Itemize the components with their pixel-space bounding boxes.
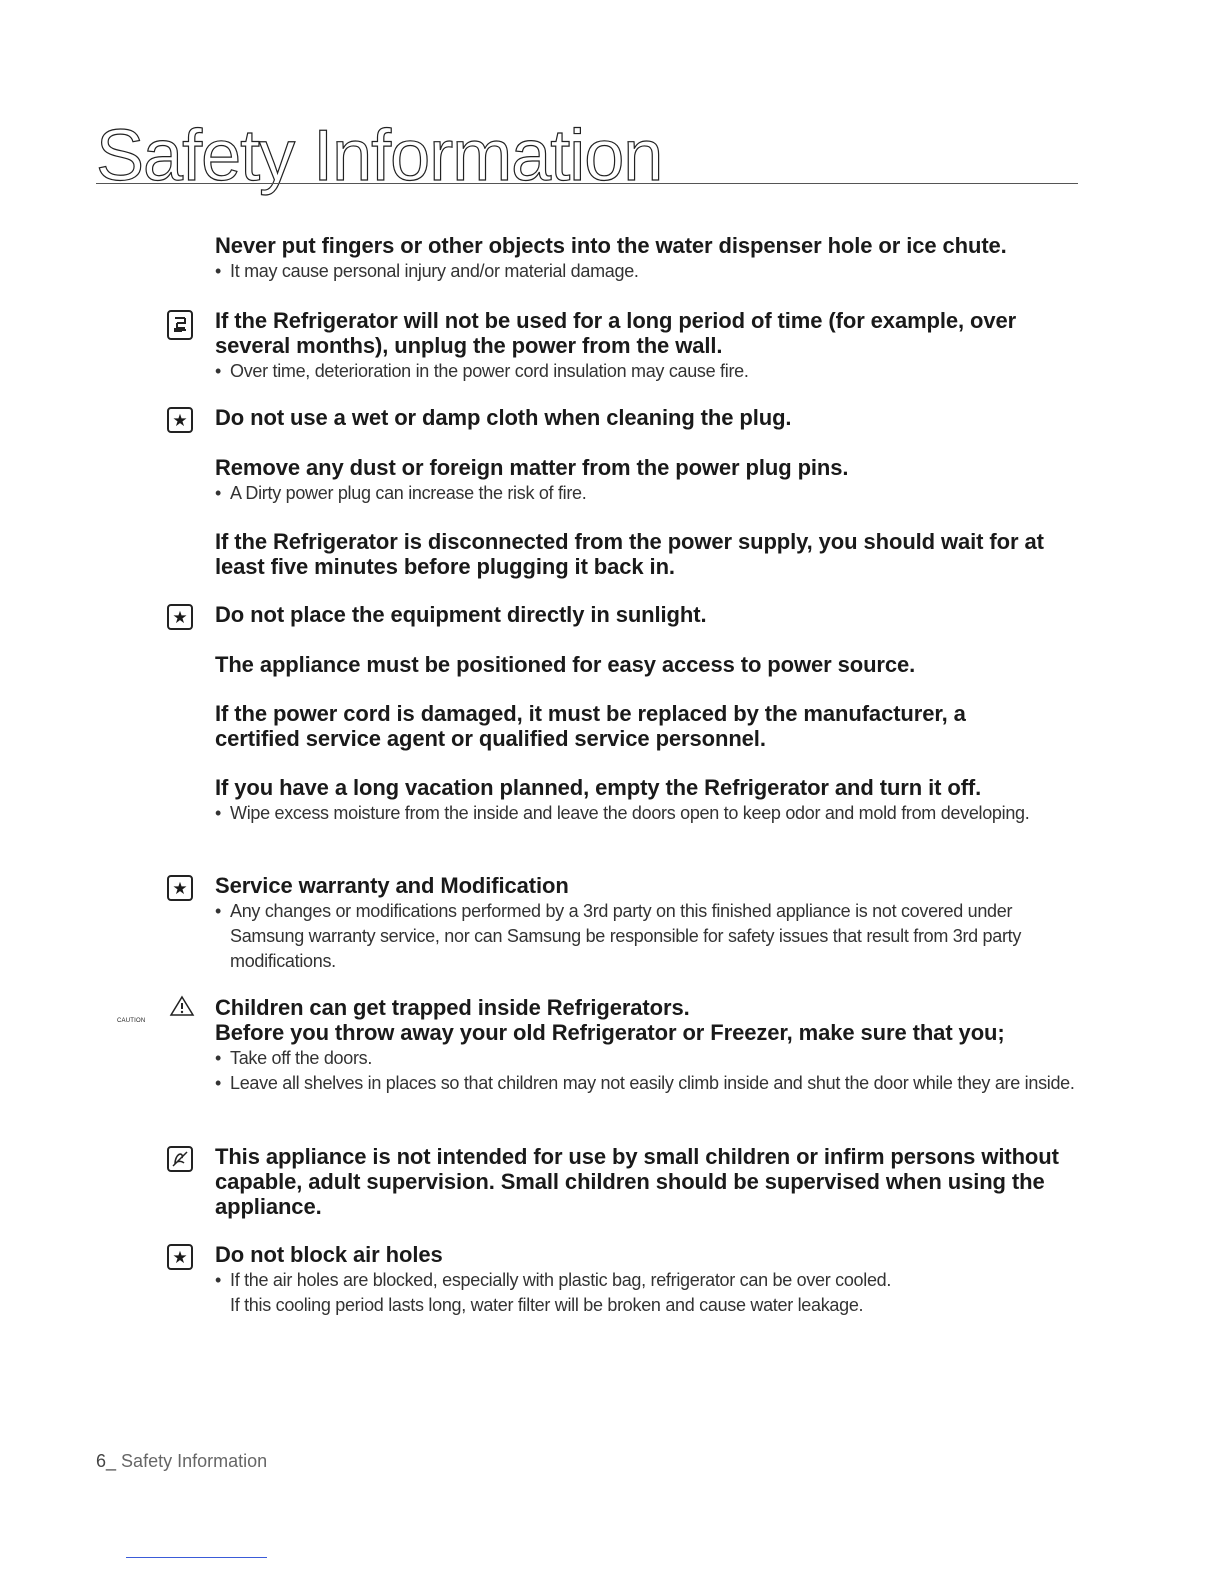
star-box-icon: ★ [167, 1244, 193, 1270]
safety-item [172, 873, 1115, 974]
item-heading: The appliance must be positioned for easy access to power source. [215, 652, 916, 677]
safety-item [215, 1144, 1115, 1219]
item-heading: Do not use a wet or damp cloth when cleaning the plug. [215, 405, 792, 430]
safety-item [215, 308, 1115, 384]
bullet-list [215, 1046, 1115, 1096]
safety-item [215, 775, 1115, 826]
safety-item [172, 405, 1115, 430]
bullet-text: • Take off the doors. [215, 1046, 1115, 1071]
item-heading: If the Refrigerator will not be used for a long period of time (for example, over several months), unplug the power from the wall. [215, 308, 1017, 358]
item-heading: Do not block air holes [215, 1242, 443, 1267]
page-footer [96, 1451, 267, 1472]
bullet-text: • Over time, deterioration in the power cord insulation may cause fire. [215, 359, 1115, 384]
star-box-icon: ★ [167, 407, 193, 433]
bullet-text: • Leave all shelves in places so that children may not easily climb inside and shut the door while they are inside. [215, 1071, 1115, 1096]
safety-item [172, 602, 1115, 627]
item-heading: If you have a long vacation planned, empty the Refrigerator and turn it off. [215, 775, 982, 800]
title-divider [96, 183, 1078, 184]
item-heading: Never put fingers or other objects into the water dispenser hole or ice chute. [215, 233, 1007, 258]
footer-section: Safety Information [121, 1451, 268, 1471]
star-box-icon: ★ [167, 604, 193, 630]
item-heading: Service warranty and Modification [215, 873, 569, 898]
bottom-rule [126, 1557, 267, 1558]
page-number: 6_ [96, 1451, 117, 1471]
caution-label: CAUTION [117, 1018, 146, 1024]
item-subheading: Before you throw away your old Refrigerator or Freezer, make sure that you; [215, 1020, 1005, 1045]
caution-triangle-icon [117, 995, 195, 1024]
bullet-list [215, 801, 1065, 826]
bullet-text: • It may cause personal injury and/or material damage. [215, 259, 1115, 284]
bullet-list [215, 481, 1115, 506]
bullet-text: • Wipe excess moisture from the inside and leave the doors open to keep odor and mold from developing. [215, 801, 1065, 826]
item-heading: Children can get trapped inside Refrigerators. [215, 995, 690, 1020]
star-box-icon: ★ [167, 875, 193, 901]
bullet-text: • A Dirty power plug can increase the risk of fire. [215, 481, 1115, 506]
safety-item [215, 529, 1115, 579]
safety-item [215, 701, 1115, 751]
bullet-list [215, 359, 1115, 384]
safety-item [215, 455, 1115, 506]
bullet-text: • Any changes or modifications performed by a 3rd party on this finished appliance is not covered under Samsung warranty service, nor can Samsung be responsible for safety issues that result from 3rd party modifications. [215, 899, 1085, 974]
page-title: Safety Information [96, 116, 663, 196]
item-heading: If the Refrigerator is disconnected from the power supply, you should wait for at least five minutes before plugging it back in. [215, 529, 1044, 579]
no-touch-box-icon [167, 1146, 193, 1172]
bullet-text: If this cooling period lasts long, water filter will be broken and cause water leakage. [230, 1295, 864, 1315]
bullet-text: • If the air holes are blocked, especially with plastic bag, refrigerator can be over cooled. [215, 1268, 1115, 1293]
safety-item [117, 995, 1115, 1096]
item-heading: Do not place the equipment directly in sunlight. [215, 602, 707, 627]
safety-item [215, 652, 1115, 677]
safety-item [215, 233, 1115, 284]
bullet-list [215, 259, 1115, 284]
bullet-list [215, 899, 1085, 974]
unplug-icon [167, 310, 193, 340]
safety-item [172, 1242, 1115, 1318]
item-heading: This appliance is not intended for use by small children or infirm persons without capable, adult supervision. Small children should be supervised when using the appliance. [215, 1144, 1059, 1219]
item-heading: If the power cord is damaged, it must be replaced by the manufacturer, a certified service agent or qualified service personnel. [215, 701, 966, 751]
bullet-list [215, 1268, 1115, 1318]
item-heading: Remove any dust or foreign matter from the power plug pins. [215, 455, 849, 480]
